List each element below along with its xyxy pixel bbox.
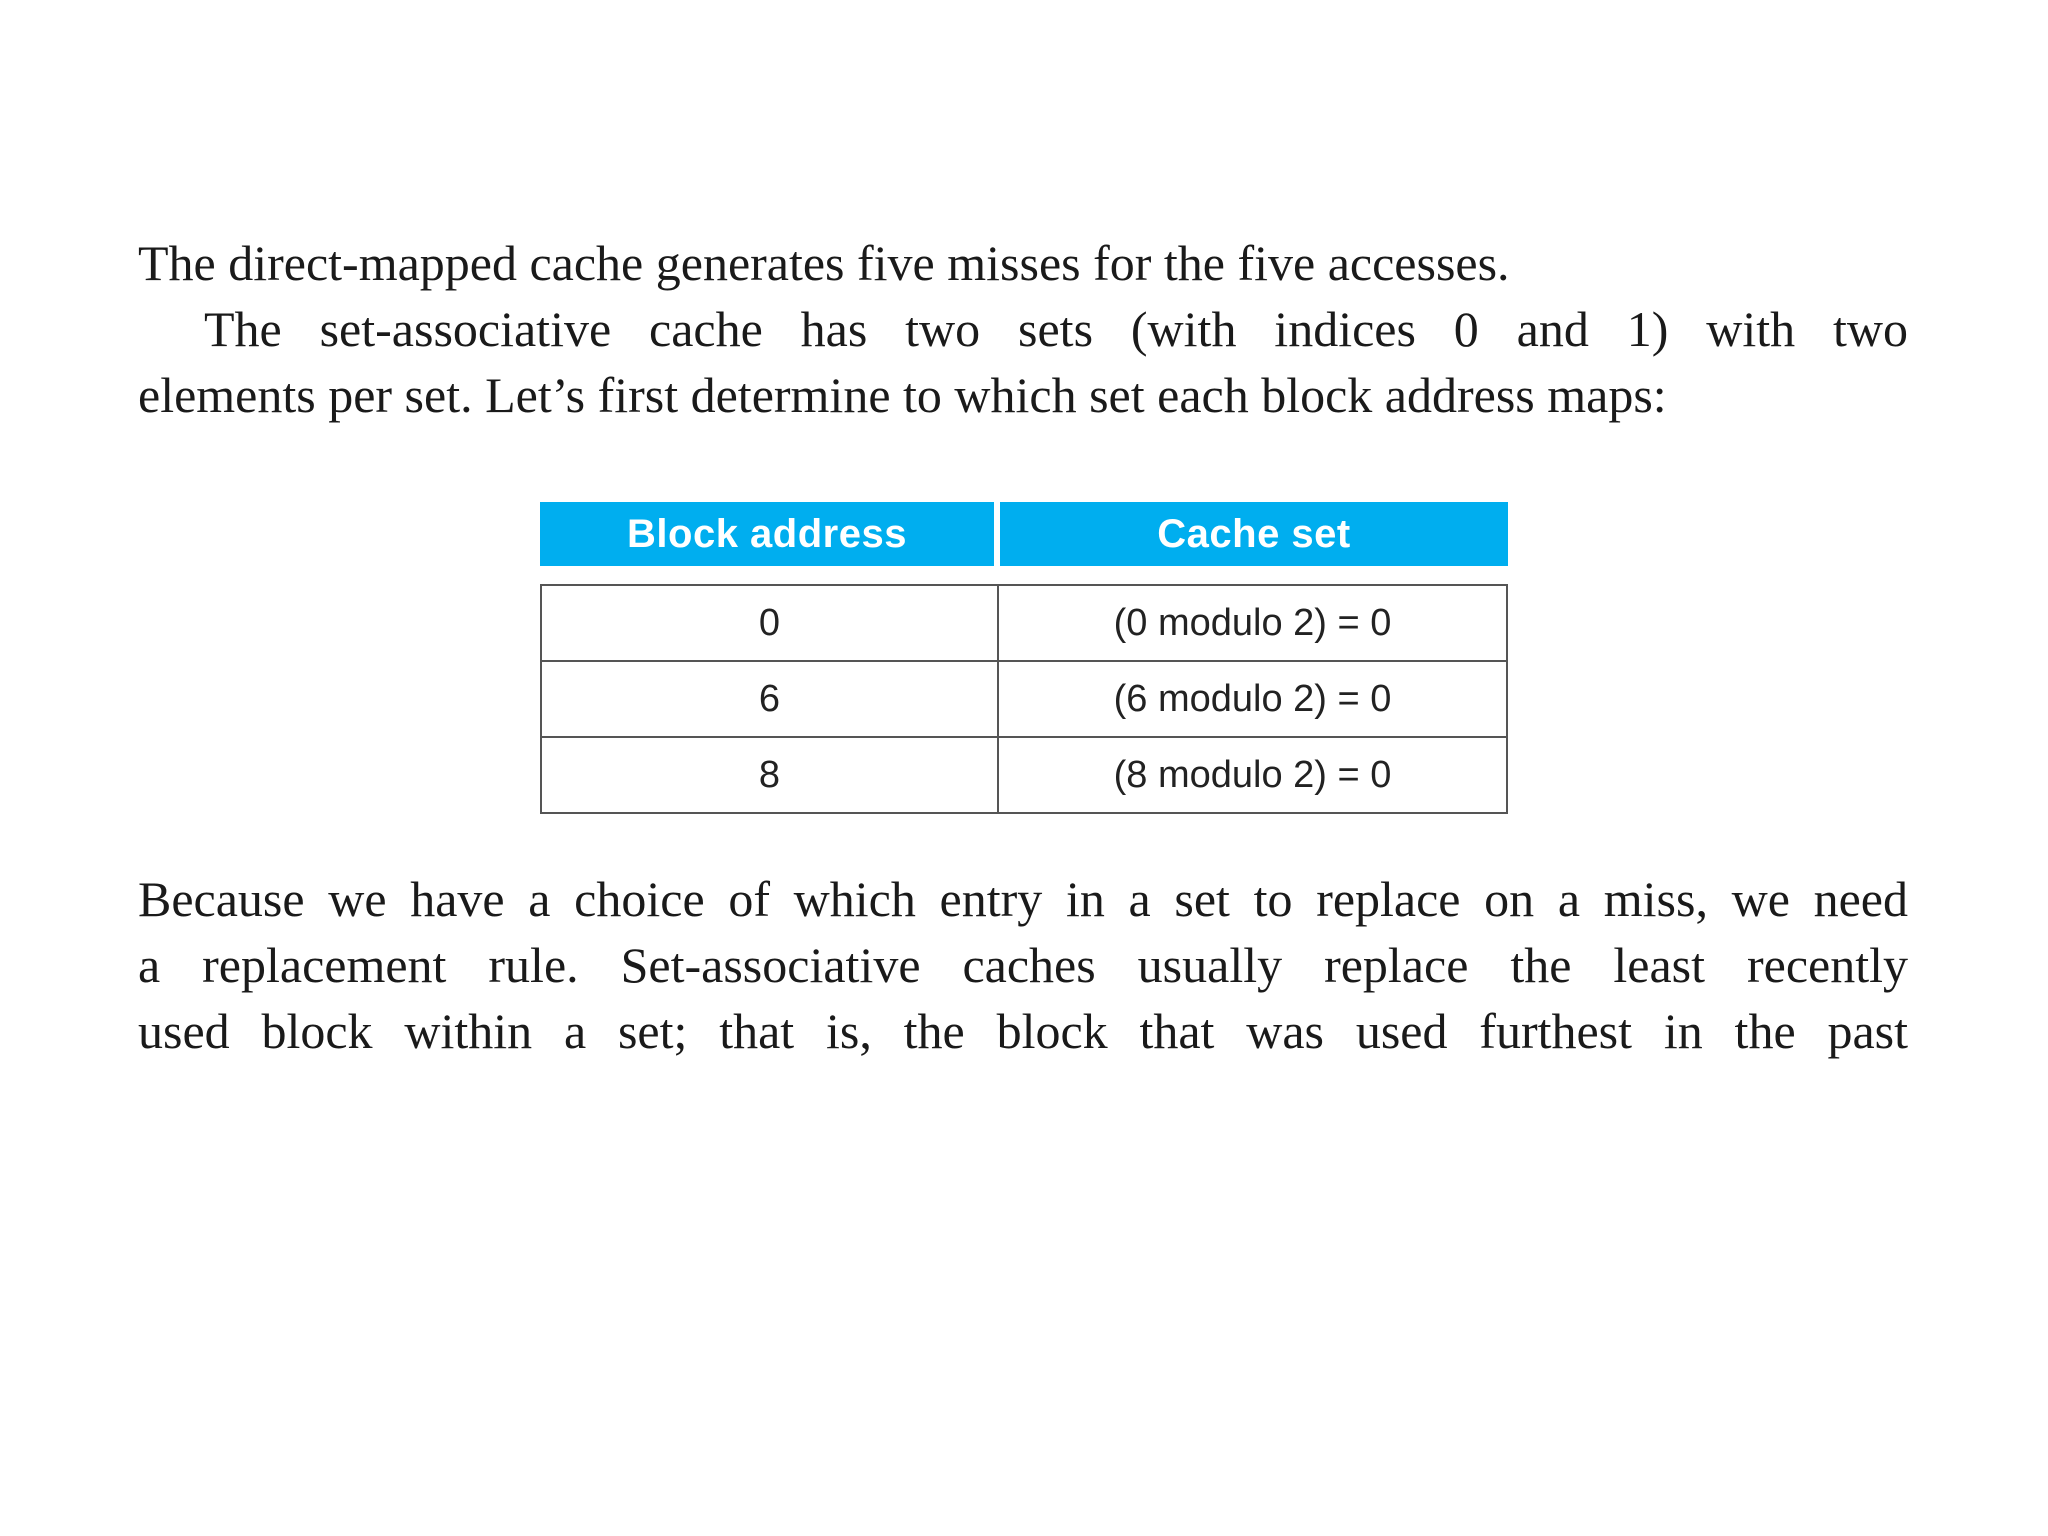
cell-cache-set: (8 modulo 2) = 0: [1113, 753, 1392, 796]
intro-paragraph: [138, 230, 1908, 428]
cell-block-address: 6: [542, 662, 999, 736]
table-header: [540, 502, 1508, 566]
table-row: [542, 586, 1506, 660]
intro-line-1: The direct-mapped cache generates five misses for the five accesses.: [138, 235, 1510, 291]
block-to-set-table: [540, 502, 1508, 814]
table-row: [542, 660, 1506, 736]
replacement-line-1: Because we have a choice of which entry in a set to replace on a miss, we need: [138, 871, 1908, 927]
table-row: [542, 736, 1506, 812]
header-block-address: Block address: [540, 502, 994, 566]
intro-line-3: elements per set. Let’s first determine to which set each block address maps:: [138, 367, 1667, 423]
table-body: [540, 584, 1508, 814]
intro-line-2: The set-associative cache has two sets (with indices 0 and 1) with two: [204, 301, 1908, 357]
replacement-line-3: used block within a set; that is, the block that was used furthest in the past: [138, 1003, 1908, 1059]
replacement-paragraph: [138, 866, 1908, 1064]
cell-block-address: 0: [542, 586, 999, 660]
cell-block-address: 8: [542, 738, 999, 812]
replacement-line-2: a replacement rule. Set-associative caches usually replace the least recently: [138, 937, 1908, 993]
cell-cache-set: (6 modulo 2) = 0: [1113, 677, 1392, 720]
header-cache-set: Cache set: [1000, 502, 1508, 566]
cell-cache-set: (0 modulo 2) = 0: [1113, 601, 1392, 644]
